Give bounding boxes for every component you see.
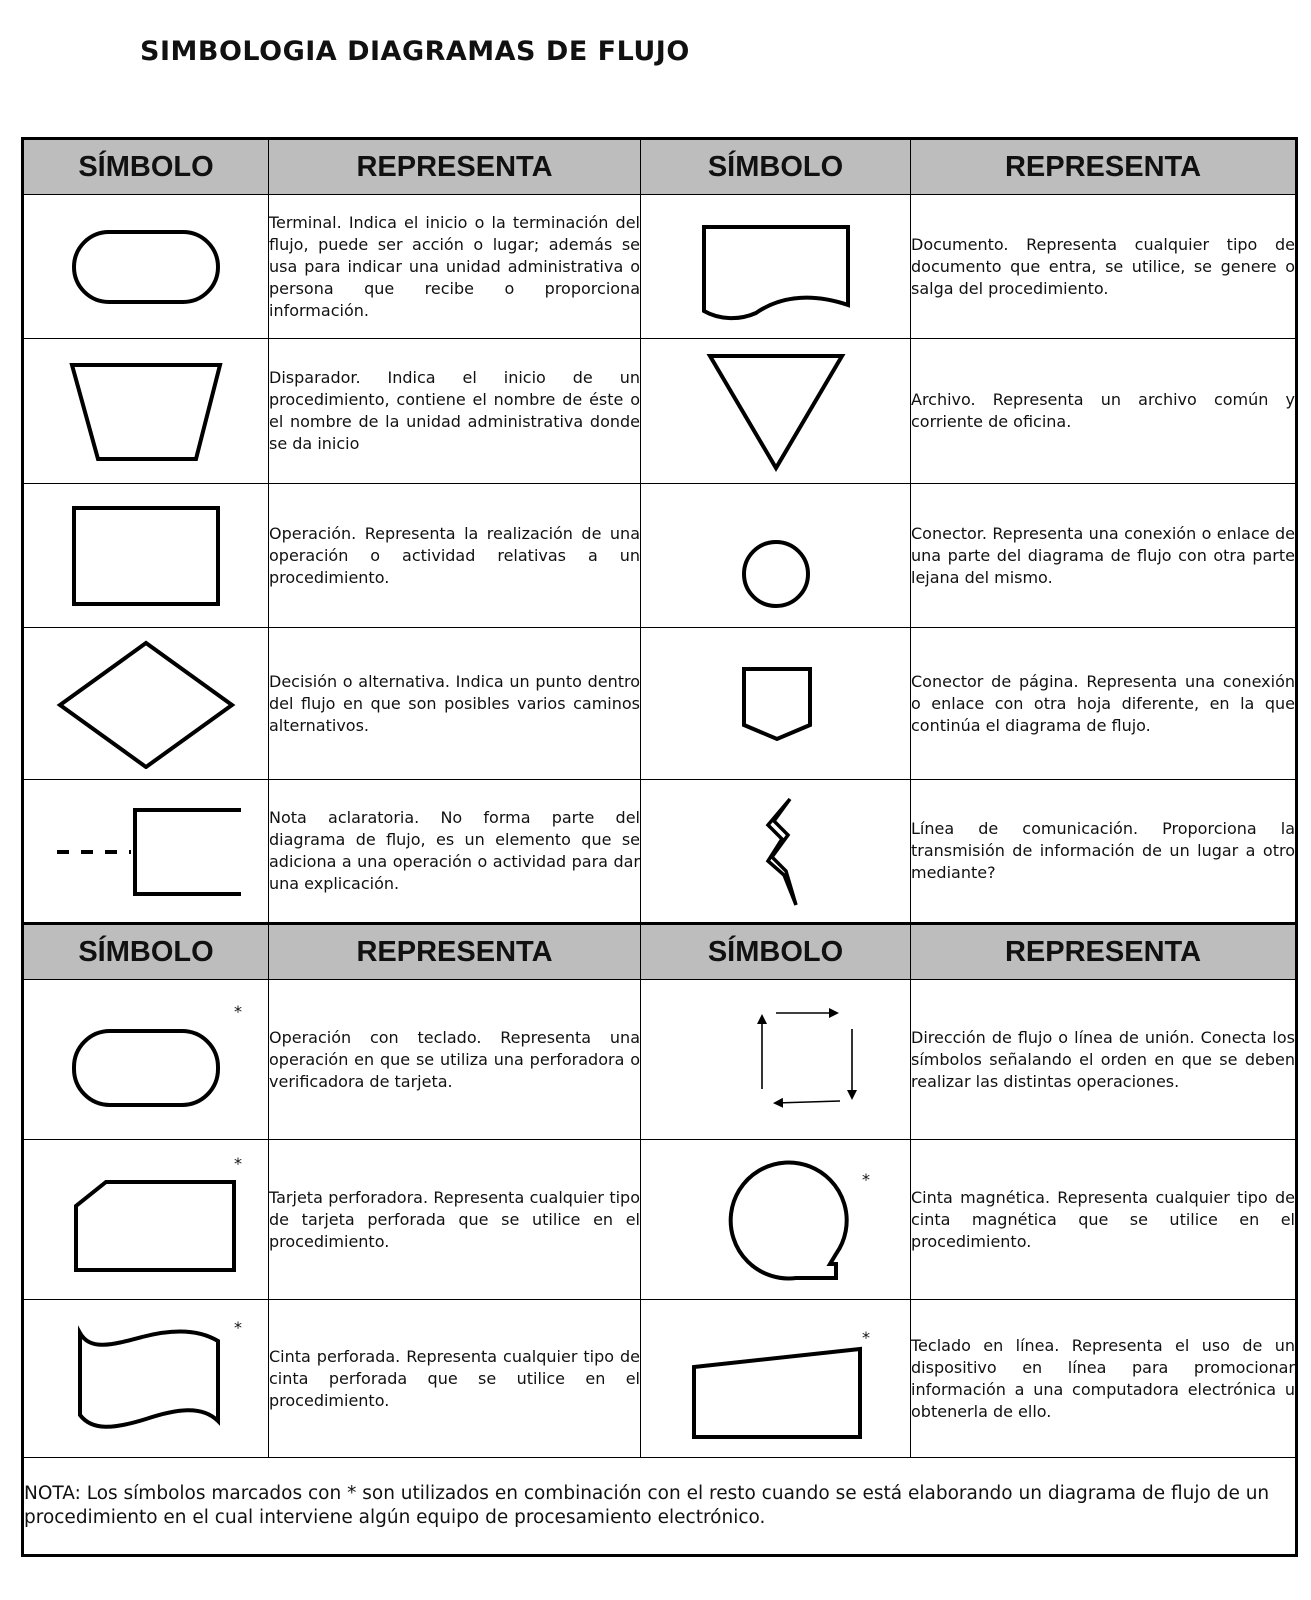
- connector-icon: [676, 496, 876, 616]
- table-row: [23, 339, 1297, 484]
- description-cell: Decisión o alternativa. Indica un punto dentro del flujo en que son posibles varios caminos alternativos.: [269, 628, 641, 780]
- table-row: [23, 780, 1297, 924]
- description-cell: Terminal. Indica el inicio o la terminación del flujo, puede ser acción o lugar; además se usa para indicar una unidad administrativa o persona que recibe o proporciona información.: [269, 195, 641, 339]
- symbol-cell: [641, 1140, 911, 1300]
- symbol-cell: [641, 980, 911, 1140]
- flow-direction-icon: [676, 995, 876, 1125]
- description-cell: Nota aclaratoria. No forma parte del diagrama de flujo, es un elemento que se adiciona a una operación o actividad para dar una explicación.: [269, 780, 641, 924]
- trigger-icon: [46, 351, 246, 471]
- description-cell: Dirección de flujo o línea de unión. Conecta los símbolos señalando el orden en que se deben realizar las distintas operaciones.: [911, 980, 1297, 1140]
- header-represents-right: REPRESENTA: [911, 924, 1297, 980]
- note-icon: [31, 796, 261, 906]
- description-cell: Cinta perforada. Representa cualquier tipo de cinta perforada que se utilice en el procedimiento.: [269, 1300, 641, 1458]
- description-cell: Cinta magnética. Representa cualquier tipo de cinta magnética que se utilice en el procedimiento.: [911, 1140, 1297, 1300]
- symbol-cell: [641, 195, 911, 339]
- asterisk-mark: *: [234, 1318, 242, 1337]
- document-icon: [676, 207, 876, 327]
- description-cell: Documento. Representa cualquier tipo de documento que entra, se utilice, se genere o salga del procedimiento.: [911, 195, 1297, 339]
- symbol-cell: [641, 628, 911, 780]
- communication-line-icon: [676, 791, 876, 911]
- online-keyboard-icon: [676, 1319, 876, 1439]
- description-cell: Conector de página. Representa una conexión o enlace con otra hoja diferente, en la que continúa el diagrama de flujo.: [911, 628, 1297, 780]
- symbol-cell: [23, 484, 269, 628]
- symbology-table: [21, 137, 1298, 1557]
- file-icon: [676, 346, 876, 476]
- header-represents-right: REPRESENTA: [911, 139, 1297, 195]
- note-row: [23, 1458, 1297, 1556]
- header-symbol-left: SÍMBOLO: [23, 139, 269, 195]
- page-title: SIMBOLOGIA DIAGRAMAS DE FLUJO: [140, 36, 690, 67]
- punched-tape-icon: [46, 1319, 246, 1439]
- table-row: [23, 195, 1297, 339]
- description-cell: Tarjeta perforadora. Representa cualquier tipo de tarjeta perforada que se utilice en el procedimiento.: [269, 1140, 641, 1300]
- symbol-cell: [23, 1140, 269, 1300]
- operation-icon: [46, 496, 246, 616]
- header-symbol-right: SÍMBOLO: [641, 139, 911, 195]
- header-row: [23, 139, 1297, 195]
- table-row: [23, 1140, 1297, 1300]
- asterisk-mark: *: [862, 1170, 870, 1189]
- symbol-cell: [23, 780, 269, 924]
- symbol-cell: [641, 339, 911, 484]
- asterisk-mark: *: [234, 1002, 242, 1021]
- description-cell: Conector. Representa una conexión o enlace de una parte del diagrama de flujo con otra parte lejana del mismo.: [911, 484, 1297, 628]
- symbol-cell: [23, 628, 269, 780]
- symbol-cell: [23, 1300, 269, 1458]
- header-symbol-right: SÍMBOLO: [641, 924, 911, 980]
- asterisk-mark: *: [862, 1328, 870, 1347]
- table-row: [23, 1300, 1297, 1458]
- symbol-cell: [641, 780, 911, 924]
- description-cell: Archivo. Representa un archivo común y corriente de oficina.: [911, 339, 1297, 484]
- description-cell: Operación con teclado. Representa una operación en que se utiliza una perforadora o verificadora de tarjeta.: [269, 980, 641, 1140]
- table-row: [23, 980, 1297, 1140]
- description-cell: Línea de comunicación. Proporciona la transmisión de información de un lugar a otro mediante?: [911, 780, 1297, 924]
- keyboard-operation-icon: [46, 1005, 246, 1115]
- terminal-icon: [46, 212, 246, 322]
- header-row: [23, 924, 1297, 980]
- page-connector-icon: [676, 659, 876, 749]
- decision-icon: [46, 639, 246, 769]
- footnote: NOTA: Los símbolos marcados con * son utilizados en combinación con el resto cuando se está elaborando un diagrama de flujo de un procedimiento en el cual interviene algún equipo de procesamiento electrónico.: [23, 1458, 1297, 1556]
- magnetic-tape-icon: [676, 1150, 876, 1290]
- symbol-cell: [23, 980, 269, 1140]
- symbol-cell: [641, 484, 911, 628]
- punched-card-icon: [46, 1160, 246, 1280]
- symbol-cell: [23, 195, 269, 339]
- header-represents-left: REPRESENTA: [269, 139, 641, 195]
- header-represents-left: REPRESENTA: [269, 924, 641, 980]
- description-cell: Disparador. Indica el inicio de un procedimiento, contiene el nombre de éste o el nombre de la unidad administrativa donde se da inicio: [269, 339, 641, 484]
- table-row: [23, 484, 1297, 628]
- table-row: [23, 628, 1297, 780]
- symbol-cell: [23, 339, 269, 484]
- description-cell: Operación. Representa la realización de una operación o actividad relativas a un procedimiento.: [269, 484, 641, 628]
- asterisk-mark: *: [234, 1154, 242, 1173]
- symbol-cell: [641, 1300, 911, 1458]
- header-symbol-left: SÍMBOLO: [23, 924, 269, 980]
- description-cell: Teclado en línea. Representa el uso de un dispositivo en línea para promocionar información a una computadora electrónica u obtenerla de ello.: [911, 1300, 1297, 1458]
